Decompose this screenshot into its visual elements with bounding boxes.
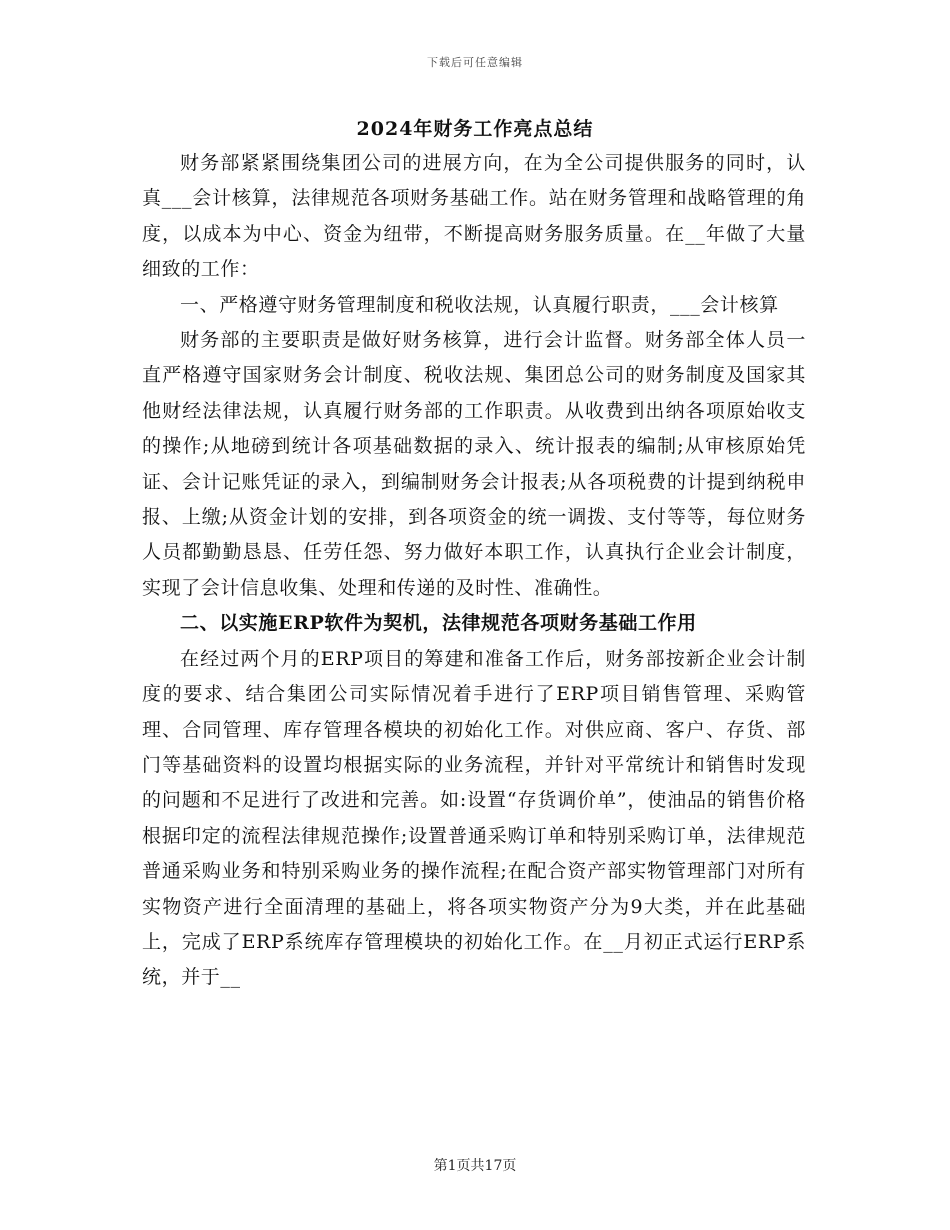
document-body	[142, 146, 806, 996]
paragraph-section-2: 在经过两个月的ERP项目的筹建和准备工作后，财务部按新企业会计制度的要求、结合集团公司实际情况着手进行了ERP项目销售管理、采购管理、合同管理、库存管理各模块的初始化工作。对供应商、客户、存货、部门等基础资料的设置均根据实际的业务流程，并针对平常统计和销售时发现的问题和不足进行了改进和完善。如:设置“存货调价单”，使油品的销售价格根据印定的流程法律规范操作;设置普通采购订单和特别采购订单，法律规范普通采购业务和特别采购业务的操作流程;在配合资产部实物管理部门对所有实物资产进行全面清理的基础上，将各项实物资产分为9大类，并在此基础上，完成了ERP系统库存管理模块的初始化工作。在__月初正式运行ERP系统，并于__	[142, 647, 806, 989]
header-note: 下载后可任意编辑	[427, 56, 523, 69]
page-number-footer: 第1页共17页	[433, 1158, 517, 1174]
document-title: 2024年财务工作亮点总结	[356, 118, 594, 140]
section-heading-2: 二、以实施ERP软件为契机，法律规范各项财务基础工作用	[180, 612, 697, 635]
section-heading-1: 一、严格遵守财务管理制度和税收法规，认真履行职责，___会计核算	[180, 293, 779, 316]
paragraph-section-1: 财务部的主要职责是做好财务核算，进行会计监督。财务部全体人员一直严格遵守国家财务会计制度、税收法规、集团总公司的财务制度及国家其他财经法律法规，认真履行财务部的工作职责。从收费到出纳各项原始收支的操作;从地磅到统计各项基础数据的录入、统计报表的编制;从审核原始凭证、会计记账凭证的录入，到编制财务会计报表;从各项税费的计提到纳税申报、上缴;从资金计划的安排，到各项资金的统一调拨、支付等等，每位财务人员都勤勤恳恳、任劳任怨、努力做好本职工作，认真执行企业会计制度，实现了会计信息收集、处理和传递的及时性、准确性。	[142, 329, 806, 599]
paragraph-intro: 财务部紧紧围绕集团公司的进展方向，在为全公司提供服务的同时，认真___会计核算，法律规范各项财务基础工作。站在财务管理和战略管理的角度，以成本为中心、资金为纽带，不断提高财务服务质量。在__年做了大量细致的工作：	[142, 152, 806, 281]
